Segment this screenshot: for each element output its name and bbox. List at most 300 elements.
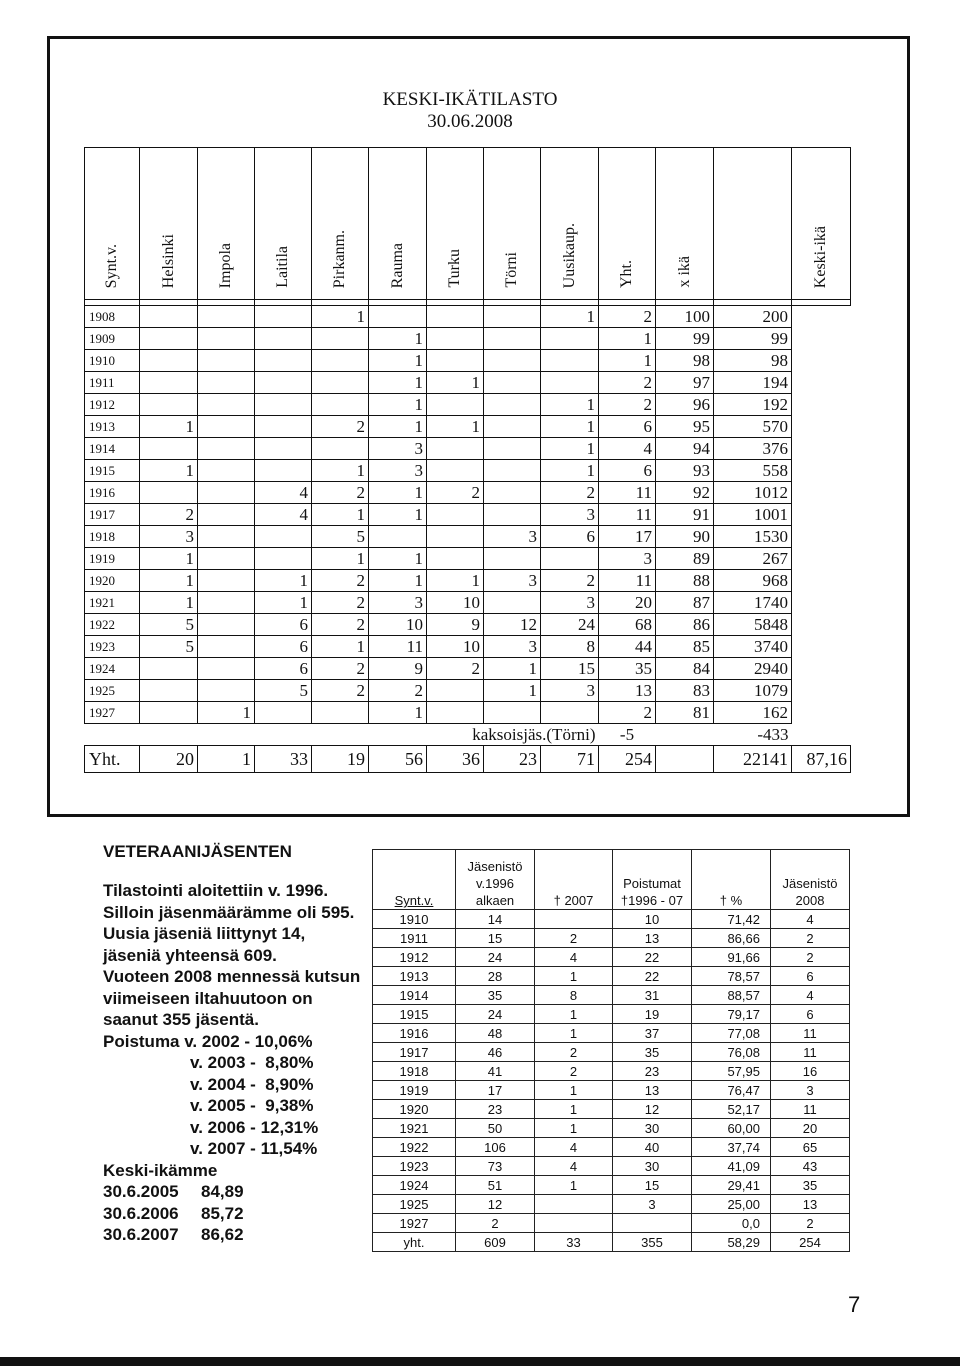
vet-cell [535, 1195, 613, 1214]
table-cell: 1 [541, 438, 599, 460]
table-cell [140, 306, 198, 328]
table-row [373, 948, 850, 967]
vet-year-cell: 1911 [373, 929, 456, 948]
vet-cell: 50 [456, 1119, 535, 1138]
vet-cell: 3 [771, 1081, 850, 1100]
table-cell: 12 [484, 614, 541, 636]
table-cell [255, 328, 312, 350]
vet-year-cell: 1924 [373, 1176, 456, 1195]
birth-year-cell: 1917 [85, 504, 140, 526]
total-cell: 254 [599, 746, 656, 773]
table-cell [484, 328, 541, 350]
table-cell: 96 [656, 394, 714, 416]
table-cell [792, 548, 851, 570]
column-label: Uusikaup. [560, 222, 578, 288]
vet-cell: 91,66 [692, 948, 771, 967]
table-cell: 1001 [714, 504, 792, 526]
table-row [85, 438, 851, 460]
vet-year-cell: 1915 [373, 1005, 456, 1024]
table-cell [792, 504, 851, 526]
table-row [373, 1119, 850, 1138]
table-cell: 1 [140, 548, 198, 570]
vet-col-jasenisto-2008: Jäsenistö 2008 [771, 850, 850, 910]
vet-cell [613, 1214, 692, 1233]
table-cell: 84 [656, 658, 714, 680]
table-cell: 4 [255, 504, 312, 526]
table-cell [255, 438, 312, 460]
total-cell: 20 [140, 746, 198, 773]
table-cell: 2 [369, 680, 427, 702]
column-label: x ikä [675, 256, 693, 288]
main-col-header-empty [714, 148, 792, 300]
vet-cell: 10 [613, 910, 692, 929]
text-members: Silloin jäsenmäärämme oli 595. Uusia jäseniä liittynyt 14, jäseniä yhteensä 609. [103, 902, 355, 965]
table-cell: 97 [656, 372, 714, 394]
vet-col-synt: Synt.v. [373, 850, 456, 910]
vet-cell [535, 910, 613, 929]
column-label: Laitila [274, 246, 291, 288]
table-cell [369, 724, 427, 746]
page-title [50, 89, 907, 133]
table-cell [656, 724, 714, 746]
table-row [373, 1195, 850, 1214]
main-col-header [140, 148, 198, 300]
table-cell: 11 [599, 570, 656, 592]
table-cell: 1012 [714, 482, 792, 504]
table-cell: 570 [714, 416, 792, 438]
table-cell [140, 724, 198, 746]
table-cell [255, 460, 312, 482]
birth-year-cell: 1916 [85, 482, 140, 504]
table-cell [792, 482, 851, 504]
table-cell: 1079 [714, 680, 792, 702]
table-cell: 1 [312, 636, 369, 658]
poistuma-item: v. 2007 - 11,54% [190, 1139, 318, 1158]
birth-year-cell: 1911 [85, 372, 140, 394]
table-cell [427, 680, 484, 702]
table-row [85, 592, 851, 614]
birth-year-cell: 1908 [85, 306, 140, 328]
table-cell: 3 [484, 570, 541, 592]
table-cell: 6 [255, 636, 312, 658]
table-cell [484, 592, 541, 614]
average-age-date: 30.6.2006 [103, 1203, 179, 1223]
vet-cell: 51 [456, 1176, 535, 1195]
vet-cell: 41 [456, 1062, 535, 1081]
table-row [373, 1043, 850, 1062]
table-cell: 5 [312, 526, 369, 548]
vet-cell: 76,08 [692, 1043, 771, 1062]
table-cell: 1 [140, 592, 198, 614]
vet-cell: 1 [535, 1100, 613, 1119]
vet-cell: 19 [613, 1005, 692, 1024]
twin-member-row [85, 724, 851, 746]
table-cell: 2 [599, 702, 656, 724]
table-cell [484, 482, 541, 504]
main-col-header [85, 148, 140, 300]
table-cell: 10 [369, 614, 427, 636]
table-cell: 2 [427, 482, 484, 504]
table-cell: 6 [255, 658, 312, 680]
vet-year-cell: 1920 [373, 1100, 456, 1119]
birth-year-cell: 1912 [85, 394, 140, 416]
main-col-header [427, 148, 484, 300]
vet-cell: 6 [771, 967, 850, 986]
table-cell: 94 [656, 438, 714, 460]
table-cell: 1 [599, 350, 656, 372]
table-cell [484, 702, 541, 724]
table-cell: 1 [484, 680, 541, 702]
table-cell [312, 350, 369, 372]
birth-year-cell: 1918 [85, 526, 140, 548]
table-cell: 1 [198, 702, 255, 724]
page-number: 7 [848, 1292, 861, 1317]
vet-cell: 79,17 [692, 1005, 771, 1024]
table-cell [140, 482, 198, 504]
table-cell [484, 416, 541, 438]
table-cell: 35 [599, 658, 656, 680]
table-cell: 20 [599, 592, 656, 614]
vet-cell: 37,74 [692, 1138, 771, 1157]
vet-year-cell: 1923 [373, 1157, 456, 1176]
total-cell: 71 [541, 746, 599, 773]
vet-cell: 8 [535, 986, 613, 1005]
text-started: Tilastointi aloitettiin v. 1996. [103, 881, 329, 900]
column-label: Impola [217, 242, 234, 288]
total-cell: 19 [312, 746, 369, 773]
table-row [85, 636, 851, 658]
column-label: Synt.v. [103, 243, 120, 288]
total-label: Yht. [85, 746, 140, 773]
vet-year-cell: 1910 [373, 910, 456, 929]
table-cell: 1 [255, 570, 312, 592]
vet-cell: 22 [613, 948, 692, 967]
vet-cell: 2 [771, 1214, 850, 1233]
vet-cell: 78,57 [692, 967, 771, 986]
table-cell: 200 [714, 306, 792, 328]
vet-cell: 23 [613, 1062, 692, 1081]
column-label: Törni [503, 252, 520, 288]
vet-cell: 35 [456, 986, 535, 1005]
vet-cell: 24 [456, 948, 535, 967]
vet-cell: 16 [771, 1062, 850, 1081]
veterans-heading: VETERAANIJÄSENTEN [103, 842, 292, 861]
vet-cell: 30 [613, 1119, 692, 1138]
table-cell [198, 306, 255, 328]
vet-cell: 12 [613, 1100, 692, 1119]
table-cell [792, 438, 851, 460]
vet-cell: 57,95 [692, 1062, 771, 1081]
table-cell [198, 658, 255, 680]
table-cell: 1 [255, 592, 312, 614]
vet-cell: 88,57 [692, 986, 771, 1005]
table-cell: 92 [656, 482, 714, 504]
table-cell: 90 [656, 526, 714, 548]
vet-year-cell: 1913 [373, 967, 456, 986]
vet-cell: 65 [771, 1138, 850, 1157]
table-cell: 2 [541, 570, 599, 592]
table-cell [427, 394, 484, 416]
table-cell [255, 526, 312, 548]
table-row [373, 910, 850, 929]
table-cell: 6 [255, 614, 312, 636]
main-col-header [369, 148, 427, 300]
vet-cell: 23 [456, 1100, 535, 1119]
table-cell: 8 [541, 636, 599, 658]
table-cell [484, 306, 541, 328]
main-col-header [484, 148, 541, 300]
table-cell [198, 636, 255, 658]
table-cell: 2 [599, 372, 656, 394]
table-cell: 1 [369, 702, 427, 724]
scan-edge-bar [0, 1357, 960, 1366]
table-cell: 1 [599, 328, 656, 350]
table-row [85, 658, 851, 680]
table-cell: 83 [656, 680, 714, 702]
vet-cell: 2 [456, 1214, 535, 1233]
table-cell [312, 702, 369, 724]
vet-cell: 254 [771, 1233, 850, 1252]
vet-cell: 1 [535, 1005, 613, 1024]
vet-cell: 1 [535, 967, 613, 986]
table-cell [427, 328, 484, 350]
table-cell [792, 526, 851, 548]
vet-cell: 13 [771, 1195, 850, 1214]
table-cell: 1 [312, 504, 369, 526]
table-cell [255, 350, 312, 372]
vet-cell: 2 [535, 1062, 613, 1081]
vet-cell: 1 [535, 1119, 613, 1138]
table-cell: 6 [599, 416, 656, 438]
table-cell: 11 [599, 504, 656, 526]
table-cell: 3 [484, 636, 541, 658]
table-row [85, 702, 851, 724]
vet-cell: 33 [535, 1233, 613, 1252]
vet-cell: 71,42 [692, 910, 771, 929]
table-row [85, 372, 851, 394]
vet-cell: 355 [613, 1233, 692, 1252]
table-cell: 2 [312, 658, 369, 680]
table-cell [427, 526, 484, 548]
vet-cell: 60,00 [692, 1119, 771, 1138]
table-cell [312, 394, 369, 416]
vet-cell: 11 [771, 1043, 850, 1062]
vet-year-cell: 1925 [373, 1195, 456, 1214]
table-cell [140, 438, 198, 460]
table-row [373, 1233, 850, 1252]
vet-cell: 86,66 [692, 929, 771, 948]
main-col-header [792, 148, 851, 300]
table-cell [484, 372, 541, 394]
table-cell: 6 [541, 526, 599, 548]
vet-cell: 2 [535, 1043, 613, 1062]
column-label: Helsinki [159, 233, 177, 288]
table-cell [255, 724, 312, 746]
table-cell [792, 724, 851, 746]
vet-cell: 73 [456, 1157, 535, 1176]
table-cell: 1 [312, 460, 369, 482]
vet-cell: 4 [535, 1157, 613, 1176]
table-cell [312, 328, 369, 350]
main-col-header [656, 148, 714, 300]
table-cell: 5 [140, 636, 198, 658]
vet-cell: 2 [771, 948, 850, 967]
vet-cell: 76,47 [692, 1081, 771, 1100]
table-cell [255, 702, 312, 724]
twin-member-keski: -433 [714, 724, 792, 746]
total-cell: 1 [198, 746, 255, 773]
total-cell: 22141 [714, 746, 792, 773]
poistuma-item: v. 2003 - 8,80% [190, 1053, 314, 1072]
table-cell [198, 350, 255, 372]
vet-cell: 4 [535, 1138, 613, 1157]
table-cell: 3 [369, 438, 427, 460]
table-cell: 2 [312, 614, 369, 636]
table-cell [792, 636, 851, 658]
vet-cell: 35 [771, 1176, 850, 1195]
table-cell [198, 526, 255, 548]
table-cell [541, 350, 599, 372]
vet-cell: 29,41 [692, 1176, 771, 1195]
table-cell: 89 [656, 548, 714, 570]
vet-year-cell: 1922 [373, 1138, 456, 1157]
table-row [373, 1005, 850, 1024]
table-cell: 1 [369, 570, 427, 592]
title-line-1: KESKI-IKÄTILASTO [382, 89, 558, 110]
table-cell: 1 [140, 416, 198, 438]
table-cell: 4 [255, 482, 312, 504]
twin-member-yht: -5 [599, 724, 656, 746]
table-row [373, 986, 850, 1005]
table-cell: 1 [369, 504, 427, 526]
table-cell: 5 [140, 614, 198, 636]
vet-cell: 4 [771, 910, 850, 929]
table-cell: 2 [599, 306, 656, 328]
table-cell: 1530 [714, 526, 792, 548]
table-cell [541, 328, 599, 350]
table-cell: 267 [714, 548, 792, 570]
table-cell [198, 504, 255, 526]
table-row [373, 1081, 850, 1100]
table-cell: 3 [369, 460, 427, 482]
table-cell [484, 460, 541, 482]
table-cell [484, 394, 541, 416]
table-cell: 3 [541, 680, 599, 702]
table-cell: 968 [714, 570, 792, 592]
table-cell: 1 [140, 460, 198, 482]
vet-col-d2007: † 2007 [535, 850, 613, 910]
table-cell [427, 504, 484, 526]
table-cell [198, 438, 255, 460]
column-label: Yht. [618, 260, 635, 288]
vet-cell: 20 [771, 1119, 850, 1138]
birth-year-cell: 1909 [85, 328, 140, 350]
table-cell: 2 [427, 658, 484, 680]
table-cell [198, 548, 255, 570]
vet-cell: 17 [456, 1081, 535, 1100]
table-cell: 2 [312, 680, 369, 702]
table-cell: 6 [599, 460, 656, 482]
table-cell: 1 [427, 416, 484, 438]
vet-cell: 1 [535, 1176, 613, 1195]
average-age-date: 30.6.2007 [103, 1225, 179, 1244]
table-cell: 95 [656, 416, 714, 438]
vet-cell: 4 [535, 948, 613, 967]
table-cell: 9 [427, 614, 484, 636]
table-cell: 5 [255, 680, 312, 702]
birth-year-cell: 1919 [85, 548, 140, 570]
vet-cell: 43 [771, 1157, 850, 1176]
vet-table-body [373, 910, 850, 1252]
poistuma-item: v. 2005 - 9,38% [190, 1096, 314, 1115]
table-cell [85, 724, 140, 746]
table-row [373, 1176, 850, 1195]
vet-cell: 22 [613, 967, 692, 986]
table-cell [792, 614, 851, 636]
vet-cell: 4 [771, 986, 850, 1005]
average-age-item [103, 1224, 363, 1246]
text-keski-label: Keski-ikämme [103, 1160, 218, 1180]
table-cell: 162 [714, 702, 792, 724]
table-cell: 558 [714, 460, 792, 482]
table-cell: 93 [656, 460, 714, 482]
table-row [85, 460, 851, 482]
table-cell [255, 416, 312, 438]
table-cell: 1 [484, 658, 541, 680]
table-cell: 1 [541, 394, 599, 416]
statistics-frame [47, 36, 910, 817]
table-cell: 99 [714, 328, 792, 350]
poistuma-list [103, 1052, 363, 1160]
table-cell: 2 [140, 504, 198, 526]
table-row [85, 394, 851, 416]
table-cell [792, 592, 851, 614]
vet-cell: 24 [456, 1005, 535, 1024]
table-cell [255, 548, 312, 570]
table-cell: 3 [369, 592, 427, 614]
birth-year-cell: 1913 [85, 416, 140, 438]
table-cell [198, 394, 255, 416]
table-cell [255, 372, 312, 394]
average-age-value: 86,62 [201, 1225, 244, 1244]
table-cell [312, 438, 369, 460]
table-cell: 1 [427, 570, 484, 592]
main-col-header [541, 148, 599, 300]
table-cell: 1 [140, 570, 198, 592]
vet-cell: 15 [613, 1176, 692, 1195]
age-statistics-table [84, 147, 851, 773]
table-cell: 1740 [714, 592, 792, 614]
title-line-2: 30.06.2008 [427, 111, 513, 132]
vet-cell: 106 [456, 1138, 535, 1157]
vet-cell: 13 [613, 1081, 692, 1100]
table-cell: 2 [599, 394, 656, 416]
table-cell [198, 680, 255, 702]
vet-year-cell: yht. [373, 1233, 456, 1252]
vet-year-cell: 1921 [373, 1119, 456, 1138]
vet-year-cell: 1914 [373, 986, 456, 1005]
vet-cell: 2 [771, 929, 850, 948]
table-row [85, 614, 851, 636]
table-cell [198, 592, 255, 614]
average-age-date: 30.6.2005 [103, 1182, 179, 1201]
veterans-description [103, 880, 363, 1246]
table-cell: 2 [312, 482, 369, 504]
total-cell: 87,16 [792, 746, 851, 773]
total-row [85, 746, 851, 773]
table-cell: 2 [312, 570, 369, 592]
table-cell [484, 504, 541, 526]
